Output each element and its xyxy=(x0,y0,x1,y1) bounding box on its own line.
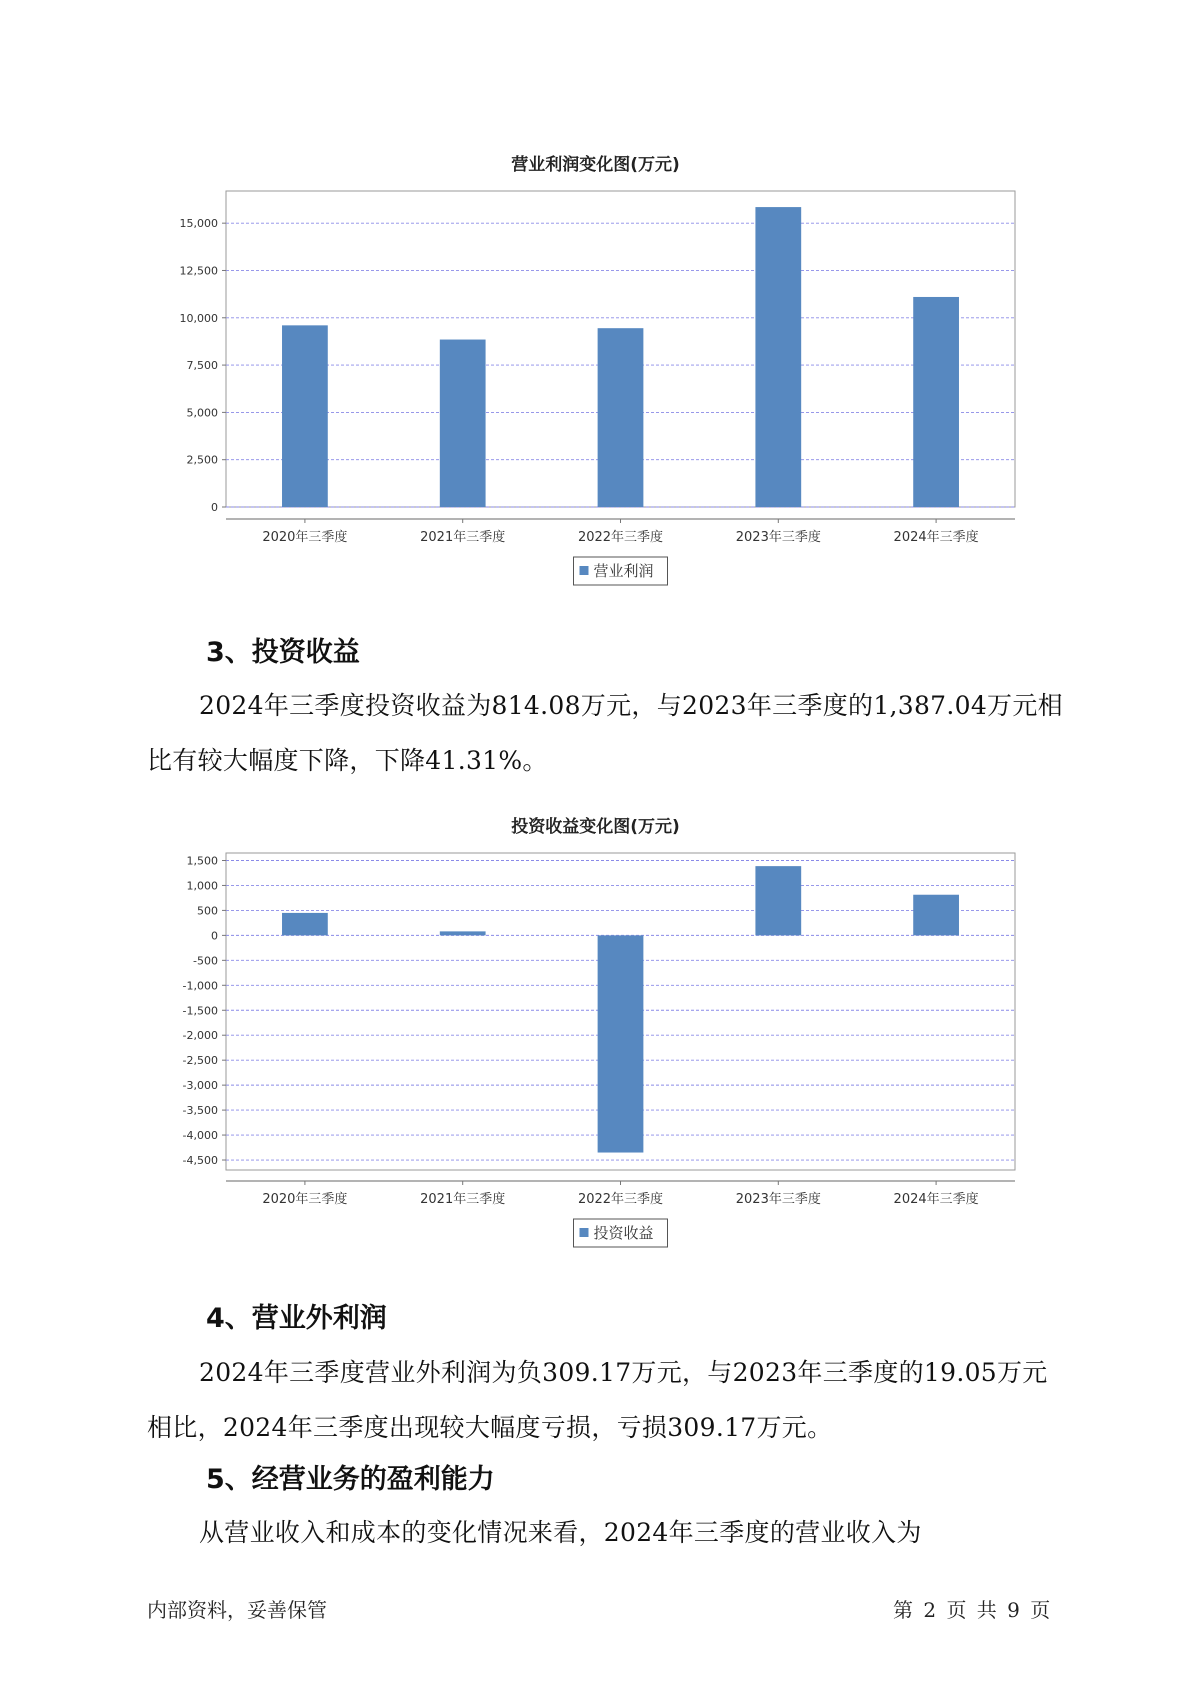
y-tick-label: -4,000 xyxy=(182,1129,218,1143)
legend-label: 营业利润 xyxy=(593,562,654,580)
x-tick-label: 2022年三季度 xyxy=(577,1192,664,1207)
y-tick-label: 500 xyxy=(197,904,218,918)
y-tick-label: -4,500 xyxy=(182,1154,218,1168)
chart1-title: 营业利润变化图(万元) xyxy=(511,155,680,175)
operating-profit-chart xyxy=(0,185,1191,595)
bar xyxy=(440,340,486,507)
section-3-paragraph: 2024年三季度投资收益为814.08万元，与2023年三季度的1,387.04万元相比有较大幅度下降，下降41.31%。 xyxy=(147,691,1063,775)
chart2-title: 投资收益变化图(万元) xyxy=(511,817,680,837)
y-tick-label: 1,000 xyxy=(186,879,218,893)
bar xyxy=(913,297,959,507)
section-4-paragraph: 2024年三季度营业外利润为负309.17万元，与2023年三季度的19.05万元相比，2024年三季度出现较大幅度亏损，亏损309.17万元。 xyxy=(147,1358,1048,1442)
x-tick-label: 2024年三季度 xyxy=(893,530,979,545)
x-tick-label: 2021年三季度 xyxy=(420,1192,506,1207)
legend-swatch xyxy=(580,566,589,575)
bar xyxy=(598,935,644,1152)
y-tick-label: 0 xyxy=(211,501,218,514)
legend-label: 投资收益 xyxy=(593,1224,654,1242)
y-tick-label: -1,500 xyxy=(182,1004,218,1018)
investment-income-chart xyxy=(0,845,1191,1260)
y-tick-label: -2,000 xyxy=(182,1029,218,1043)
section-4-heading: 4、营业外利润 xyxy=(206,1303,387,1334)
y-tick-label: -1,000 xyxy=(182,979,218,993)
section-3-heading: 3、投资收益 xyxy=(206,637,360,668)
y-tick-label: 12,500 xyxy=(179,264,218,278)
bar xyxy=(755,866,801,935)
footer-page-number: 第 2 页 共 9 页 xyxy=(893,1598,1051,1622)
y-tick-label: -500 xyxy=(193,954,218,968)
y-tick-label: 1,500 xyxy=(186,854,218,868)
x-tick-label: 2023年三季度 xyxy=(735,530,821,545)
x-tick-label: 2022年三季度 xyxy=(577,530,664,545)
bar xyxy=(598,328,644,507)
y-tick-label: 0 xyxy=(211,929,218,943)
bar xyxy=(913,895,959,936)
y-tick-label: 10,000 xyxy=(179,311,218,325)
section-5-heading: 5、经营业务的盈利能力 xyxy=(206,1464,495,1495)
y-tick-label: -2,500 xyxy=(182,1054,218,1068)
x-tick-label: 2021年三季度 xyxy=(420,530,506,545)
bar xyxy=(282,325,328,507)
x-tick-label: 2023年三季度 xyxy=(735,1192,821,1207)
bar xyxy=(440,931,486,935)
bar xyxy=(755,207,801,507)
y-tick-label: 15,000 xyxy=(179,217,218,231)
y-tick-label: 5,000 xyxy=(186,406,218,420)
x-tick-label: 2020年三季度 xyxy=(262,530,348,545)
section-5-paragraph: 从营业收入和成本的变化情况来看，2024年三季度的营业收入为 xyxy=(199,1518,922,1547)
footer-confidential-note: 内部资料，妥善保管 xyxy=(147,1598,327,1622)
legend-swatch xyxy=(580,1228,589,1237)
x-tick-label: 2024年三季度 xyxy=(893,1192,979,1207)
y-tick-label: 7,500 xyxy=(186,359,218,373)
bar xyxy=(282,913,328,935)
y-tick-label: -3,500 xyxy=(182,1104,218,1118)
y-tick-label: -3,000 xyxy=(182,1079,218,1093)
x-tick-label: 2020年三季度 xyxy=(262,1192,348,1207)
y-tick-label: 2,500 xyxy=(186,453,218,467)
